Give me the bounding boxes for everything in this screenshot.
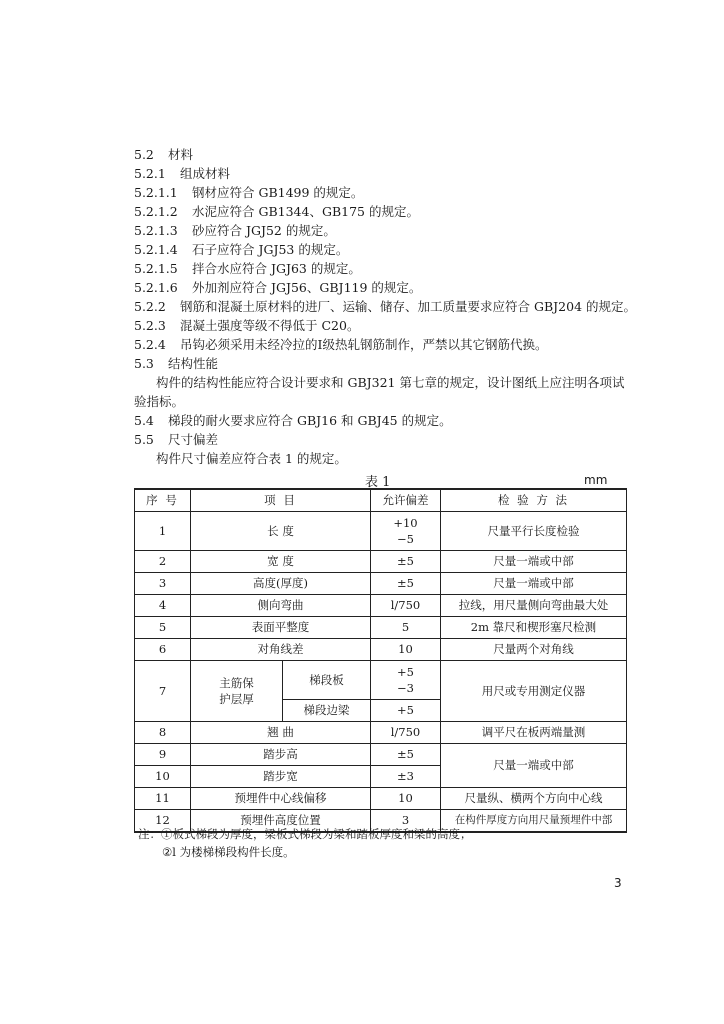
- section-text: 梯段的耐火要求应符合 GBJ16 和 GBJ45 的规定。: [168, 413, 452, 428]
- section-text: 混凝土强度等级不得低于 C20。: [180, 318, 360, 333]
- paragraph-structure-line2: 验指标。: [134, 394, 185, 409]
- section-5-2: [134, 147, 193, 163]
- cell-item: 踏步宽: [191, 766, 371, 788]
- section-text: 尺寸偏差: [168, 432, 219, 447]
- cell-no: 5: [135, 617, 191, 639]
- cell-tolerance: [371, 512, 441, 551]
- table-row: [135, 595, 627, 617]
- section-text: 水泥应符合 GB1344、GB175 的规定。: [192, 204, 419, 219]
- header-tolerance: 允许偏差: [371, 489, 441, 512]
- section-5-2-1-5: [134, 261, 361, 277]
- section-text: 外加剂应符合 JGJ56、GBJ119 的规定。: [192, 280, 422, 295]
- section-number: 5.2.1: [134, 166, 166, 181]
- cell-item-sub: 梯段板: [283, 661, 371, 700]
- cell-method: 尺量纵、横两个方向中心线: [441, 788, 627, 810]
- cell-tolerance: 10: [371, 639, 441, 661]
- cell-item: 长 度: [191, 512, 371, 551]
- cell-item: 侧向弯曲: [191, 595, 371, 617]
- table-note-1: 注：①板式梯段为厚度，梁板式梯段为梁和踏板厚度和梁的高度；: [138, 827, 472, 841]
- header-item: 项 目: [191, 489, 371, 512]
- cell-method: 在构件厚度方向用尺量预埋件中部: [441, 810, 627, 833]
- section-number: 5.2.3: [134, 318, 166, 333]
- cell-no: 4: [135, 595, 191, 617]
- section-5-4: [134, 413, 452, 429]
- section-5-3: [134, 356, 218, 372]
- cell-item: 表面平整度: [191, 617, 371, 639]
- table-row: [135, 617, 627, 639]
- table-caption: 表 1: [365, 475, 391, 490]
- item-main-line2: 护层厚: [219, 692, 254, 706]
- paragraph-table-intro: 构件尺寸偏差应符合表 1 的规定。: [156, 451, 347, 466]
- cell-method: 尺量一端或中部: [441, 551, 627, 573]
- section-5-2-3: [134, 318, 359, 334]
- section-5-2-1-2: [134, 204, 419, 220]
- cell-no: 11: [135, 788, 191, 810]
- header-no: 序 号: [135, 489, 191, 512]
- section-5-2-1-6: [134, 280, 421, 296]
- table-row: [135, 573, 627, 595]
- section-5-2-1: [134, 166, 230, 182]
- cell-item: 翘 曲: [191, 722, 371, 744]
- cell-no: 8: [135, 722, 191, 744]
- cell-item-main: [191, 661, 283, 722]
- section-text: 拌合水应符合 JGJ63 的规定。: [192, 261, 361, 276]
- cell-tolerance: +5: [371, 700, 441, 722]
- section-text: 吊钩必须采用未经冷拉的Ⅰ级热轧钢筋制作，严禁以其它钢筋代换。: [180, 337, 548, 352]
- cell-tolerance: l/750: [371, 595, 441, 617]
- cell-method: 尺量两个对角线: [441, 639, 627, 661]
- cell-method: 尺量一端或中部: [441, 744, 627, 788]
- tolerance-table: [134, 488, 627, 833]
- cell-item-sub: 梯段边梁: [283, 700, 371, 722]
- table-row: [135, 722, 627, 744]
- cell-method: 拉线，用尺量侧向弯曲最大处: [441, 595, 627, 617]
- cell-no: 6: [135, 639, 191, 661]
- section-number: 5.2.1.5: [134, 261, 178, 276]
- cell-no: 9: [135, 744, 191, 766]
- cell-no: 3: [135, 573, 191, 595]
- cell-tolerance: 3: [371, 810, 441, 833]
- section-number: 5.2.4: [134, 337, 166, 352]
- cell-method: 尺量一端或中部: [441, 573, 627, 595]
- section-text: 钢筋和混凝土原材料的进厂、运输、储存、加工质量要求应符合 GBJ204 的规定。: [180, 299, 636, 314]
- section-number: 5.2.1.4: [134, 242, 178, 257]
- section-number: 5.2.1.1: [134, 185, 178, 200]
- cell-item: 对角线差: [191, 639, 371, 661]
- section-number: 5.2.1.3: [134, 223, 178, 238]
- section-number: 5.2.1.2: [134, 204, 178, 219]
- section-number: 5.2.1.6: [134, 280, 178, 295]
- paragraph-structure-line1: 构件的结构性能应符合设计要求和 GBJ321 第七章的规定，设计图纸上应注明各项试: [156, 375, 625, 390]
- section-number: 5.4: [134, 413, 154, 428]
- cell-item: 高度(厚度): [191, 573, 371, 595]
- cell-method: 调平尺在板两端量测: [441, 722, 627, 744]
- cell-item: 预埋件中心线偏移: [191, 788, 371, 810]
- cell-item: 预埋件高度位置: [191, 810, 371, 833]
- section-text: 石子应符合 JGJ53 的规定。: [192, 242, 349, 257]
- tolerance-lower: −3: [397, 681, 414, 695]
- table-row: [135, 512, 627, 551]
- section-5-2-2: [134, 299, 636, 315]
- header-method: 检 验 方 法: [441, 489, 627, 512]
- section-5-2-1-3: [134, 223, 336, 239]
- cell-tolerance: 10: [371, 788, 441, 810]
- section-text: 材料: [168, 147, 194, 162]
- section-5-2-4: [134, 337, 547, 353]
- cell-no: 1: [135, 512, 191, 551]
- section-5-2-1-1: [134, 185, 363, 201]
- cell-item: 踏步高: [191, 744, 371, 766]
- cell-item: 宽 度: [191, 551, 371, 573]
- cell-tolerance: l/750: [371, 722, 441, 744]
- section-5-5: [134, 432, 218, 448]
- cell-tolerance: ±5: [371, 573, 441, 595]
- table-row: [135, 788, 627, 810]
- table-unit: mm: [584, 473, 608, 487]
- cell-no: 2: [135, 551, 191, 573]
- table-header-row: [135, 489, 627, 512]
- page-number: 3: [614, 876, 622, 890]
- section-number: 5.3: [134, 356, 154, 371]
- section-number: 5.2: [134, 147, 154, 162]
- cell-tolerance: ±5: [371, 744, 441, 766]
- cell-no: 12: [135, 810, 191, 833]
- section-text: 砂应符合 JGJ52 的规定。: [192, 223, 336, 238]
- section-number: 5.2.2: [134, 299, 166, 314]
- section-text: 钢材应符合 GB1499 的规定。: [192, 185, 364, 200]
- cell-no: 10: [135, 766, 191, 788]
- tolerance-upper: +5: [397, 665, 414, 679]
- table-note-2: ②l 为楼梯梯段构件长度。: [162, 845, 295, 859]
- tolerance-upper: +10: [393, 516, 418, 530]
- cell-method: 尺量平行长度检验: [441, 512, 627, 551]
- section-text: 组成材料: [180, 166, 231, 181]
- table-row: [135, 661, 627, 700]
- table-row: [135, 744, 627, 766]
- item-main-line1: 主筋保: [219, 676, 254, 690]
- section-5-2-1-4: [134, 242, 348, 258]
- table-row: [135, 551, 627, 573]
- cell-tolerance: 5: [371, 617, 441, 639]
- cell-no: 7: [135, 661, 191, 722]
- section-number: 5.5: [134, 432, 154, 447]
- tolerance-lower: −5: [397, 532, 414, 546]
- cell-tolerance: ±5: [371, 551, 441, 573]
- table-row: [135, 639, 627, 661]
- cell-method: 2m 靠尺和楔形塞尺检测: [441, 617, 627, 639]
- cell-method: 用尺或专用测定仪器: [441, 661, 627, 722]
- cell-tolerance: ±3: [371, 766, 441, 788]
- section-text: 结构性能: [168, 356, 219, 371]
- cell-tolerance: [371, 661, 441, 700]
